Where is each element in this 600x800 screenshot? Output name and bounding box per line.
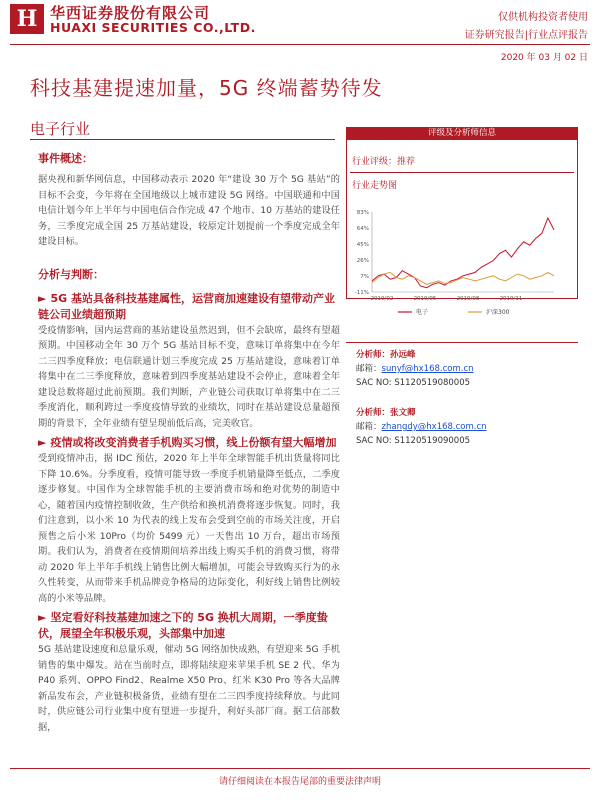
analyst-divider xyxy=(346,342,578,343)
legend-label: 电子 xyxy=(416,309,429,316)
company-name-en: HUAXI SECURITIES CO.,LTD. xyxy=(50,20,256,35)
x-tick-label: 2019/11 xyxy=(499,296,523,302)
industry-label: 电子行业 xyxy=(30,120,91,138)
analyst-email-link[interactable]: sunyf@hx168.com.cn xyxy=(381,364,474,374)
x-tick-label: 2019/08 xyxy=(456,296,480,302)
trend-chart xyxy=(348,202,576,320)
analyst-card: 分析师：张文卿 邮箱：zhangdy@hx168.com.cn SAC NO: S1120519090005 xyxy=(356,408,487,446)
footer-divider xyxy=(10,768,590,769)
x-tick-label: 2019/02 xyxy=(370,296,394,302)
analyst-email-link[interactable]: zhangdy@hx168.com.cn xyxy=(381,422,487,432)
y-tick-label: 45% xyxy=(356,242,369,248)
y-tick-label: -11% xyxy=(354,290,369,296)
report-date: 2020 年 03 月 02 日 xyxy=(500,53,588,63)
rating-divider xyxy=(350,172,574,173)
industry-rating: 行业评级：推荐 xyxy=(352,157,416,167)
x-tick-label: 2019/05 xyxy=(413,296,437,302)
analysis-section-title: ► 5G 基站具备科技基建属性，运营商加速建设有望带动产业链公司业绩超预期 xyxy=(38,291,335,321)
y-tick-label: 7% xyxy=(360,274,369,280)
main-column xyxy=(38,150,340,735)
company-name-cn: 华西证券股份有限公司 xyxy=(50,4,211,22)
legal-footer: 请仔细阅读在本报告尾部的重要法律声明 xyxy=(218,777,381,787)
report-type: 证券研究报告|行业点评报告 xyxy=(464,30,588,41)
bullet-arrow-icon: ► xyxy=(38,611,47,624)
legend-label: 沪深300 xyxy=(486,309,510,316)
company-logo: H xyxy=(10,4,44,34)
y-tick-label: 83% xyxy=(356,210,369,216)
industry-divider xyxy=(30,139,335,140)
event-heading: 事件概述： xyxy=(38,152,93,165)
y-tick-label: 26% xyxy=(356,258,369,264)
audience-note: 仅供机构投资者使用 xyxy=(498,12,588,23)
event-body: 据央视和新华网信息，中国移动表示 2020 年“建设 30 万个 5G 基站”的目标不会变，今年将在全国地级以上城市建设 5G 网络。中国联通和中国电信计划今年上半年与中国电信合作完成 47 个地市、10 万基站的建设任务，三季度完成全国 25 万基站建设，较原定计划提前一个季度完成全年建设目标。 xyxy=(38,174,340,247)
analysis-heading: 分析与判断： xyxy=(38,267,104,281)
analysis-section-body: 受到疫情冲击，据 IDC 预估，2020 年上半年全球智能手机出货量将同比下降 10.6%。分季度看，疫情可能导致一季度手机销量降至低点，二季度逐步修复。中国作为全球智能手机的主要消费市场和绝对优势的制造中心，随着国内疫情控制收敛，生产供给和换机消费将逐步恢复。同时，我们注意到，以小米 10 为代表的线上发布会受到空前的市场关注度，开启预售之后小米 10Pro（均价 5499 元）一天售出 10 万台，超出市场预期。我们认为，消费者在疫情期间培养出线上购买手机的消费习惯，将带动 2020 年上半年手机线上销售比例大幅增加，可能会导致购买行为的永久性转变，从而带来手机品牌竞争格局的边际变化，利好线上销售比例较高的小米等品牌。 xyxy=(38,453,340,604)
analysis-section-title: ► 坚定看好科技基建加速之下的 5G 换机大周期，一季度蛰伏，展望全年积极乐观，头部集中加速 xyxy=(38,611,328,640)
y-tick-label: 64% xyxy=(356,226,369,232)
bullet-arrow-icon: ► xyxy=(38,436,47,449)
report-title: 科技基建提速加量，5G 终端蓄势待发 xyxy=(30,76,383,100)
analysis-section-title: ► 疫情或将改变消费者手机购买习惯，线上份额有望大幅增加 xyxy=(38,436,337,449)
analyst-card: 分析师：孙远峰 邮箱：sunyf@hx168.com.cn SAC NO: S1120519080005 xyxy=(356,350,474,388)
analysis-section-body: 5G 基站建设速度和总量乐观，催动 5G 网络加快成熟，有望迎来 5G 手机销售的集中爆发。站在当前时点，即将陆续迎来苹果手机 SE 2 代、华为 P40 系列、OPPO Find2、Realme X50 Pro、红米 K30 Pro 等各大品牌新品发布会，产业链积极备货，业绩有望在二三四季度持续释放。与此同时，供应链公司行业集中度有望进一步提升，利好头部厂商。据工信部数据， xyxy=(38,644,340,733)
analysis-section-body: 受疫情影响，国内运营商的基站建设虽然迟到，但不会缺席，最终有望超预期。中国移动全年 30 万个 5G 基站目标不变，意味订单将集中在今年二三四季度释放；电信联通计划三季度完成 25 万基站建设，意味着订单将集中在二三季度释放，意味着到四季度基站建设不会停止，意味着全年建设总数将超过此前预期。我们判断，产业链公司获取订单将集中在二三季度消化，顺利跨过一季度疫情导致的业绩坎，同时在基站建设总量超预期的背景下，全年业绩有望呈现前低后高，完美收官。 xyxy=(38,324,340,429)
trend-label: 行业走势图 xyxy=(352,181,398,191)
rating-box-title: 评级及分析师信息 xyxy=(346,127,578,140)
header-divider xyxy=(10,44,590,45)
bullet-arrow-icon: ► xyxy=(38,291,47,305)
